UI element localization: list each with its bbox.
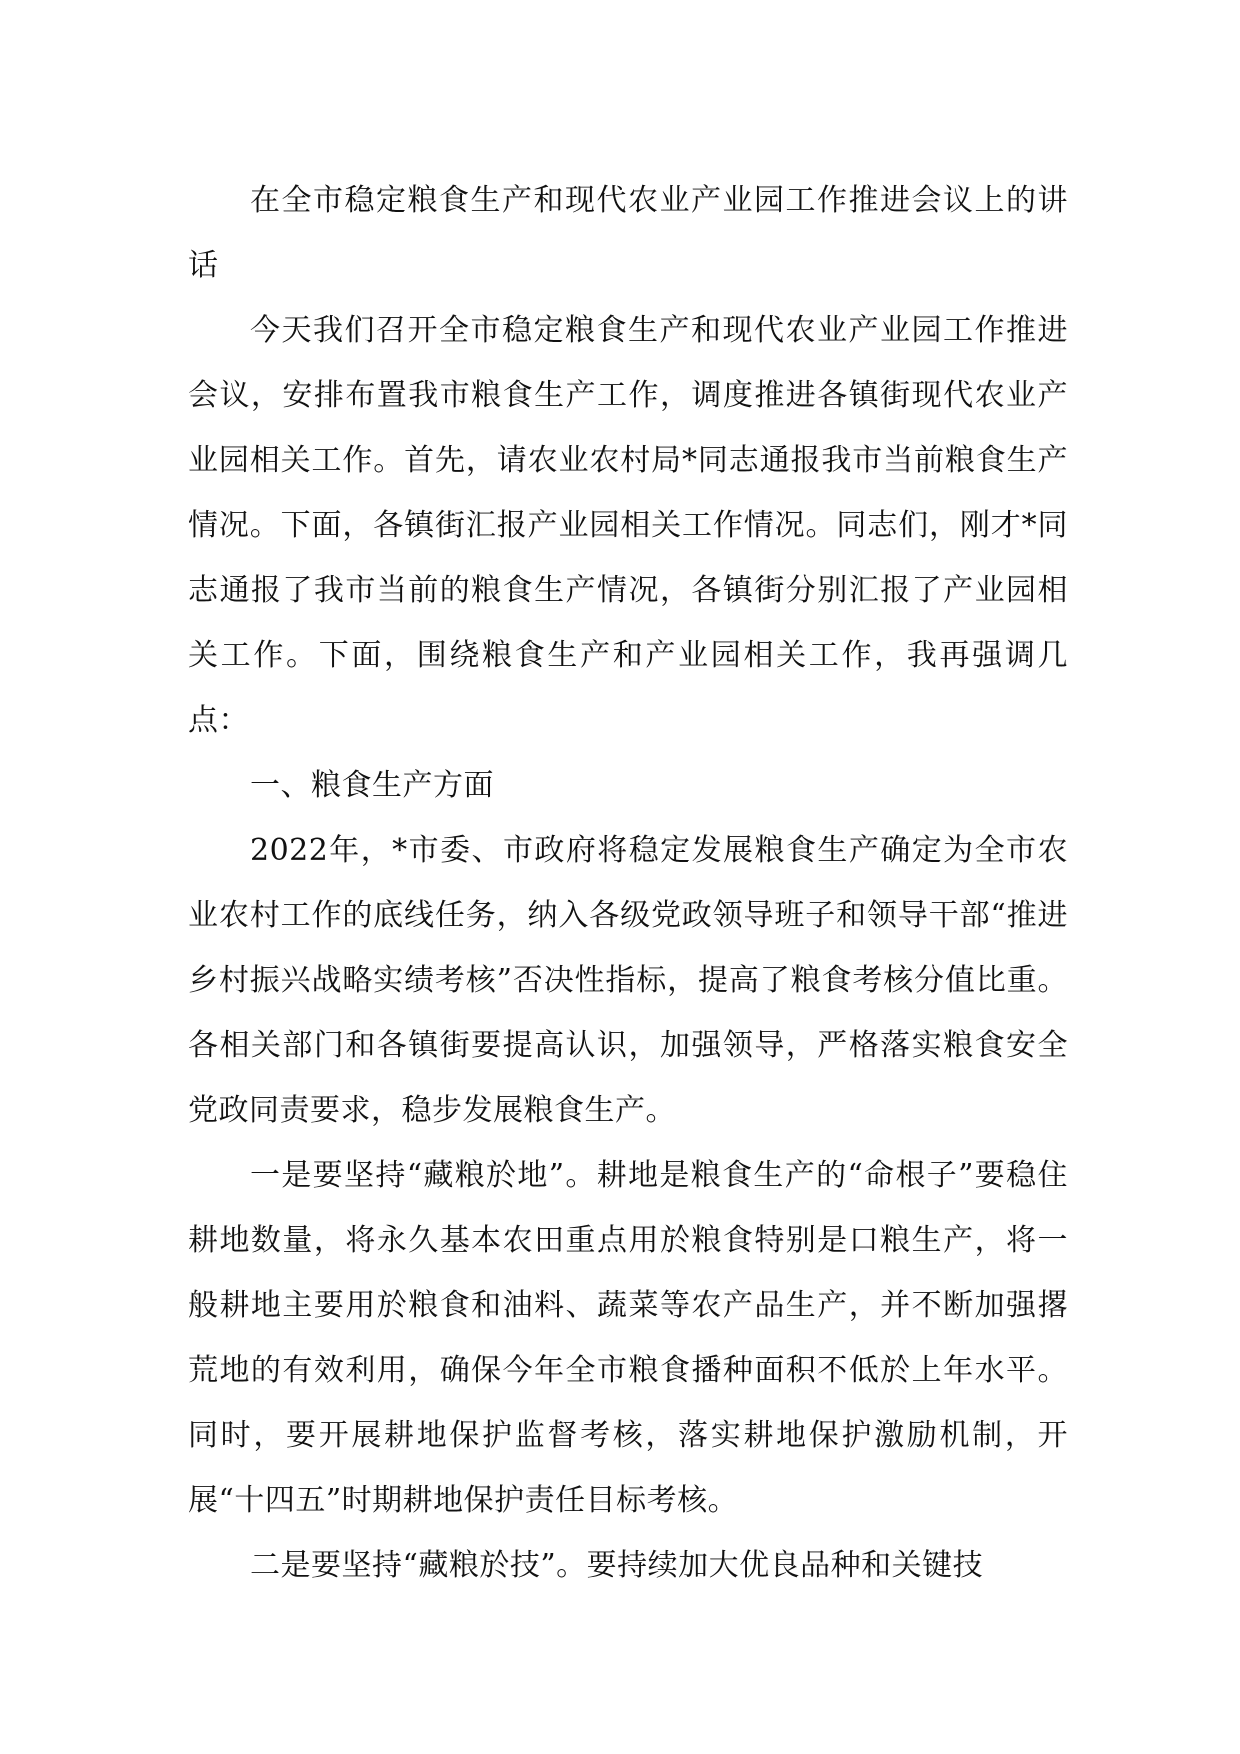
paragraph-point-one: 一是要坚持“藏粮於地”。耕地是粮食生产的“命根子”要稳住耕地数量，将永久基本农田重点用於粮食特别是口粮生产，将一般耕地主要用於粮食和油料、蔬菜等农产品生产，并不断加强撂荒地的有效利用，确保今年全市粮食播种面积不低於上年水平。同时，要开展耕地保护监督考核，落实耕地保护激励机制，开展“十四五”时期耕地保护责任目标考核。 [188, 1158, 1068, 1518]
document-body [188, 168, 1068, 1598]
paragraph-overview: 2022年，*市委、市政府将稳定发展粮食生产确定为全市农业农村工作的底线任务，纳入各级党政领导班子和领导干部“推进乡村振兴战略实绩考核”否决性指标，提高了粮食考核分值比重。各相关部门和各镇街要提高认识，加强领导，严格落实粮食安全党政同责要求，稳步发展粮食生产。 [188, 833, 1068, 1128]
section-heading: 一、粮食生产方面 [250, 768, 494, 803]
paragraph-opening: 今天我们召开全市稳定粮食生产和现代农业产业园工作推进会议，安排布置我市粮食生产工作，调度推进各镇街现代农业产业园相关工作。首先，请农业农村局*同志通报我市当前粮食生产情况。下面，各镇街汇报产业园相关工作情况。同志们，刚才*同志通报了我市当前的粮食生产情况，各镇街分别汇报了产业园相关工作。下面，围绕粮食生产和产业园相关工作，我再强调几点： [188, 313, 1068, 738]
paragraph-point-two: 二是要坚持“藏粮於技”。要持续加大优良品种和关键技 [250, 1548, 984, 1583]
document-title: 在全市稳定粮食生产和现代农业产业园工作推进会议上的讲话 [188, 183, 1068, 283]
